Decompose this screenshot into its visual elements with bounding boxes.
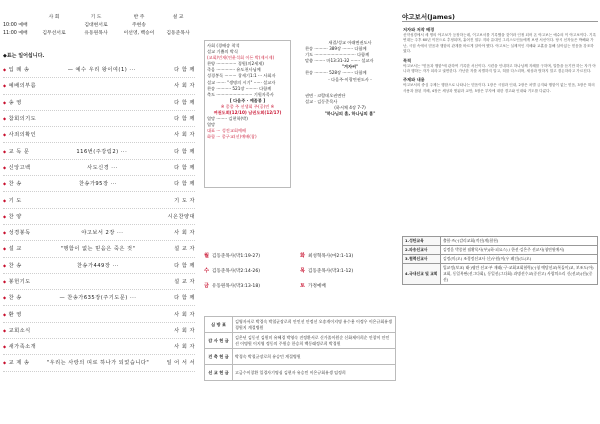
table-row: 3.협력선교사 김정(미(오) 조경정선교사 신)우원(이(우 폐건)(드(오) bbox=[403, 255, 598, 264]
order-item: ◆ 교 독 문 116번(주강림2) ··· 다 함 께 bbox=[3, 143, 195, 159]
schedule-row: 수 김동준목사(막2:14-26) 목 김동준목사(막3:1-12) bbox=[204, 268, 354, 274]
bullet-icon: ◆ bbox=[3, 327, 7, 333]
order-item: ◆ 교 제 송 "우리는 사랑의 띠로 하나가 되었습니다" 일 어 서 서 bbox=[3, 355, 195, 371]
header-row-11am: 11:00 예배 김무선서로 유동원목사 이선영, 백승이 김동준목사 bbox=[3, 30, 190, 36]
order-item: ◆ 찬 송 찬송가95장 ··· 다 함 께 bbox=[3, 176, 195, 192]
bullet-icon: ◆ bbox=[3, 213, 7, 219]
table-row: 2.파송선교사 김정음 박종현 필황목사(부)(하·피요스) / 한선·김은주 선교사(청연원예서) bbox=[403, 246, 598, 255]
day-label: 목 bbox=[300, 268, 306, 274]
evening-service-box: 사회 (경배송 착석 설교 기쁨의 박식 (교회/민재(연윤석회 이든 박(제시제) 찬양 ··············· 경원(의2세제) 죽음 ·············· 유도천사님예 성경봉독 ········· 창세기1:1 ··· 사회자 설교 ······· "생명의 시기" ······ 설교자 찬송 ··········· 521장 ········· 다함께 축도 ··························· 기원자목사 [ 다음주 · 예꼼봉 ] ※ 종종 주 선생회 주(공)민 ※ 여권도회(12/10) 남권도회(12/17) 열망 ········ 김현학(박) 열망 대표 ··· 성전교회예배 화합 ··· 종구교(선)예배(참) bbox=[204, 40, 291, 188]
bullet-icon: ◆ bbox=[3, 181, 7, 187]
section-body: 야고보서는 "믿음과 행함"에 관하여 기록한 서신이다. 시련을 인내하고 하나님께 지혜를 구하며, 말씀을 듣기만 하는 자가 아니라 행하는 자가 되라고 권면한다. 가난한 자를 차별하지 말고, 혀를 다스리며, 세상과 벗하지 말고 겸손하라고 가르친다. bbox=[403, 63, 596, 73]
day-label: 수 bbox=[204, 268, 210, 274]
table-row: 심 방 표 김영자서로 박경숙 박철균장로희 안인선 안정선 오송개이지명 유수용 이정우 이은규회유생 경원지 계절병원 bbox=[205, 317, 396, 333]
order-item: ◆ 참회의기도 다 함 께 bbox=[3, 111, 195, 127]
day-label: 월 bbox=[204, 253, 210, 259]
book-intro-panel bbox=[400, 0, 600, 424]
bullet-icon: ◆ bbox=[3, 246, 7, 252]
order-item: ◆ 사죄의확인 사 회 자 bbox=[3, 127, 195, 143]
announcements-panel bbox=[200, 0, 400, 424]
bullet-icon: ◆ bbox=[3, 116, 7, 122]
book-body bbox=[403, 24, 597, 94]
order-item: ◆ 찬 양 시온찬양대 bbox=[3, 209, 195, 225]
bullet-icon: ◆ bbox=[3, 360, 7, 366]
order-item: ◆ 봉헌기도 설 교 자 bbox=[3, 274, 195, 290]
table-row: 1.성탄교육 출합·즈(·)감리교회(적선(계)합천) bbox=[403, 237, 598, 246]
title-divider bbox=[402, 21, 598, 22]
service-leaders-header bbox=[0, 12, 200, 36]
table-row: 4.국내선교 및 교회 입교정(보교) 태·)평안 선교·부 재래(·구·교회교회협력)(·)청 예담선교(복둘이)교, 보조도(아) 교회, 동일복판(선그다회), 동일선(그다회) 과명선수교(중선고) 사랑의소리 신(선교)(선)(중선) bbox=[403, 264, 598, 285]
section-heading: 목적 bbox=[403, 57, 412, 63]
order-item: ◆ 기 도 기 도 자 bbox=[3, 192, 195, 208]
day-label: 토 bbox=[300, 283, 306, 289]
section-body: 야고보서의 중심 주제는 행함으로 나타나는 믿음이다. 1장은 시험과 인내, 2장은 차별 금지와 행함이 없는 믿음, 3장은 혀의 사용과 참된 지혜, 4장은 세상과 벗됨과 교만, 5장은 부자에 대한 경고와 인내와 기도를 다룬다. bbox=[403, 83, 595, 93]
section-heading: 저자와 저작 배경 bbox=[403, 27, 435, 32]
offering-visit-table bbox=[204, 316, 396, 381]
bullet-icon: ◆ bbox=[3, 67, 7, 73]
schedule-row: 금 유동원목사(막3:13-18) 토 가정예배 bbox=[204, 283, 326, 289]
order-item: ◆ 찬 송 찬송가449장 ··· 다 함 께 bbox=[3, 258, 195, 274]
order-item: ◆ 송 영 다 함 께 bbox=[3, 95, 195, 111]
schedule-row: 월 김동준목사(막1:19-27) 화 최성혁목사(마2:1-13) bbox=[204, 253, 354, 259]
bullet-icon: ◆ bbox=[3, 197, 7, 203]
missions-table bbox=[402, 236, 598, 285]
bullet-icon: ◆ bbox=[3, 148, 7, 154]
order-item: ◆ 성경봉독 야고보서 2장 ··· 사 회 자 bbox=[3, 225, 195, 241]
bullet-icon: ◆ bbox=[3, 311, 7, 317]
day-label: 화 bbox=[300, 253, 306, 259]
table-row: 선 교 헌 금 고금수이창환 입경자기명심 김현자 유승민 이은규회유생 임정희 bbox=[205, 365, 396, 381]
bullet-icon: ◆ bbox=[3, 230, 7, 236]
bullet-icon: ◆ bbox=[3, 99, 7, 105]
section-body: 신약성경에서 세 명의 야고보가 등장하는데, 이고보서를 기록했을 것이라 인정 되어 온 야고보는 예수의 이 야고보이다. 기록 연대는 주후 60년 이전으로 추정되며, 흩어진 열두 지파 유대인 그리스도인들에게 보낸 서신이다. 당시 신자들은 박해와 가난, 시험 속에서 믿음과 행함의 관계를 바르게 알아야 했다. 야고보는 실제적인 지혜와 교훈을 통해 살아있는 믿음을 강조하였다. bbox=[403, 33, 596, 54]
table-row: 건 축 헌 금 박경숙 박철균장로희 유승민 계절병원 bbox=[205, 349, 396, 365]
order-item: ◆ 예배의부름 사 회 자 bbox=[3, 78, 195, 94]
bullet-icon: ◆ bbox=[3, 262, 7, 268]
order-item: ◆ 신앙고백 사도신경 ··· 다 함 께 bbox=[3, 160, 195, 176]
order-item: ◆ 입 례 송 — 예수 우리 왕이여(1) ··· 다 함 께 bbox=[3, 62, 195, 78]
header-row-10am: 10:00 예배 김대현서로 주현송 bbox=[3, 22, 146, 28]
order-item: ◆ 찬 송 — 찬송가635장(주기도문) ··· 다 함 께 bbox=[3, 290, 195, 306]
section-heading: 주제와 내용 bbox=[403, 77, 425, 83]
header-row-titles: 사 회 기 도 반 주 설 교 bbox=[48, 14, 184, 20]
dawn-service-box: 새결/성교 아래면권도사 찬송 ·········· 389장 ········ 다함께 기도 ······························· 다함께 말씀 ········ 마13:31-32 ······· 설교자 "겨자씨" 찬송 ·········· 528장 ········ 다함께 - 다음주-이광연권도사 - 권면 · 코람데오권면단 설교 · 김동준목사 (하서체 4장 7-7) "하나님의 흠, 하나님의 흠" bbox=[305, 40, 376, 116]
order-item: ◆ 설 교 "행함이 없는 믿음은 죽은 것" 설 교 자 bbox=[3, 241, 195, 257]
day-label: 금 bbox=[204, 283, 210, 289]
table-row: 감 사 헌 금 김은년 김동선 김원미 유혜경 박영숙 진정환서로 신가졸이원순 신화제이희순 안창이 안인선 이명원 이지영 정동의 주원승 한승희 백동래정로희 박경원 bbox=[205, 333, 396, 349]
order-item: ◆ 새가족소개 사 회 자 bbox=[3, 339, 195, 355]
order-of-worship bbox=[3, 62, 195, 372]
order-item: ◆ 환 영 사 회 자 bbox=[3, 306, 195, 322]
bullet-icon: ◆ bbox=[3, 132, 7, 138]
bullet-icon: ◆ bbox=[3, 295, 7, 301]
bullet-icon: ◆ bbox=[3, 344, 7, 350]
bullet-icon: ◆ bbox=[3, 83, 7, 89]
bullet-icon: ◆ bbox=[3, 164, 7, 170]
worship-order-panel bbox=[0, 0, 200, 424]
stand-note: ◆표는 일어섭니다. bbox=[3, 53, 45, 59]
book-title: 야고보서(James) bbox=[402, 13, 455, 21]
weekly-prayer-schedule bbox=[204, 248, 396, 293]
bullet-icon: ◆ bbox=[3, 279, 7, 284]
order-item: ◆ 교회소식 사 회 자 bbox=[3, 323, 195, 339]
